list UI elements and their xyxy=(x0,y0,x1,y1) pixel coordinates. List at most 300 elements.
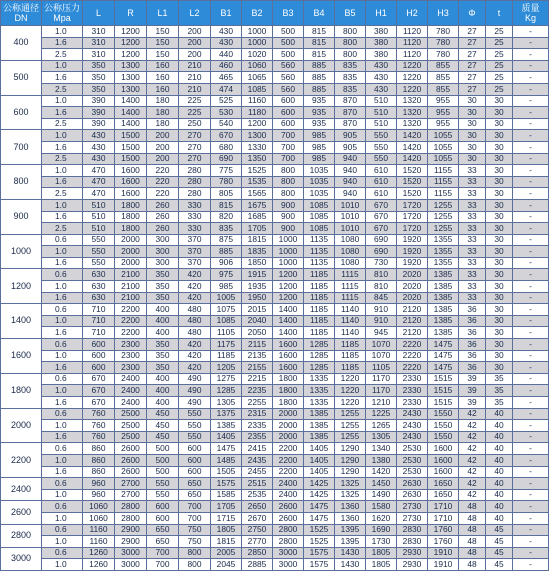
table-cell: 1515 xyxy=(428,373,459,385)
table-cell: 330 xyxy=(179,211,211,223)
table-cell: 1160 xyxy=(83,536,115,548)
table-cell: 1200 xyxy=(242,118,273,130)
table-cell: 2045 xyxy=(211,559,242,571)
table-cell: 1760 xyxy=(428,524,459,536)
table-cell: 610 xyxy=(366,165,397,177)
table-cell: 550 xyxy=(83,246,115,258)
table-cell: 690 xyxy=(366,234,397,246)
table-cell: 30 xyxy=(486,95,513,107)
table-cell: 430 xyxy=(83,153,115,165)
table-cell: 810 xyxy=(366,269,397,281)
table-cell: 420 xyxy=(179,292,211,304)
table-cell: 470 xyxy=(83,176,115,188)
table-cell: 1335 xyxy=(304,385,335,397)
table-cell: 1185 xyxy=(304,304,335,316)
table-cell: 220 xyxy=(147,165,179,177)
column-header xyxy=(459,1,486,26)
table-cell: 1330 xyxy=(242,141,273,153)
table-cell: 1710 xyxy=(428,512,459,524)
pressure-cell: 1.6 xyxy=(42,327,83,339)
pressure-cell: 1.0 xyxy=(42,454,83,466)
table-cell: 2930 xyxy=(397,559,428,571)
table-cell: 1505 xyxy=(211,466,242,478)
table-cell: 1085 xyxy=(304,211,335,223)
table-cell: 2000 xyxy=(273,420,304,432)
pressure-cell: 1.6 xyxy=(42,362,83,374)
column-header xyxy=(115,1,147,26)
column-header-label: Kg xyxy=(524,13,536,23)
table-header xyxy=(1,1,549,26)
table-cell: 30 xyxy=(486,107,513,119)
column-header-label: 公称压力 xyxy=(43,3,80,13)
table-cell: 39 xyxy=(459,385,486,397)
table-cell: - xyxy=(513,95,549,107)
pressure-cell: 1.0 xyxy=(42,95,83,107)
table-cell: 1200 xyxy=(115,37,147,49)
table-cell: 1010 xyxy=(335,211,366,223)
table-cell: 2500 xyxy=(115,420,147,432)
table-cell: 2005 xyxy=(211,547,242,559)
table-cell: - xyxy=(513,246,549,258)
table-cell: 270 xyxy=(179,141,211,153)
table-cell: 450 xyxy=(147,408,179,420)
table-cell: 760 xyxy=(83,420,115,432)
table-cell: 1060 xyxy=(242,60,273,72)
pressure-cell: 0.6 xyxy=(42,524,83,536)
table-cell: 945 xyxy=(366,327,397,339)
table-cell: 280 xyxy=(179,165,211,177)
table-cell: 1720 xyxy=(397,199,428,211)
table-cell: - xyxy=(513,223,549,235)
table-cell: 1185 xyxy=(304,269,335,281)
table-cell: 1220 xyxy=(335,397,366,409)
table-cell: 420 xyxy=(179,339,211,351)
table-cell: 2400 xyxy=(115,385,147,397)
table-cell: 1115 xyxy=(335,269,366,281)
table-cell: 1800 xyxy=(273,373,304,385)
table-cell: 3000 xyxy=(273,559,304,571)
table-cell: 1420 xyxy=(397,141,428,153)
table-cell: 900 xyxy=(273,199,304,211)
table-cell: 1385 xyxy=(428,304,459,316)
table-cell: 2000 xyxy=(115,246,147,258)
table-cell: 1255 xyxy=(428,223,459,235)
dn-cell: 1400 xyxy=(1,304,42,339)
table-cell: 1805 xyxy=(366,559,397,571)
table-cell: - xyxy=(513,118,549,130)
pressure-cell: 0.6 xyxy=(42,478,83,490)
table-cell: - xyxy=(513,26,549,38)
table-cell: - xyxy=(513,501,549,513)
table-cell: 2830 xyxy=(397,536,428,548)
table-cell: 1685 xyxy=(242,211,273,223)
pressure-cell: 1.6 xyxy=(42,141,83,153)
table-cell: 1395 xyxy=(335,524,366,536)
table-cell: 1135 xyxy=(304,246,335,258)
table-cell: 30 xyxy=(459,118,486,130)
table-cell: 310 xyxy=(83,49,115,61)
dn-cell: 1800 xyxy=(1,373,42,408)
table-cell: 700 xyxy=(147,559,179,571)
table-cell: 1055 xyxy=(428,130,459,142)
table-cell: 1515 xyxy=(428,385,459,397)
table-cell: 1335 xyxy=(304,373,335,385)
table-cell: 500 xyxy=(147,454,179,466)
table-cell: 1000 xyxy=(273,234,304,246)
table-cell: 870 xyxy=(335,107,366,119)
table-cell: 450 xyxy=(147,431,179,443)
table-cell: 2135 xyxy=(242,350,273,362)
pressure-cell: 0.6 xyxy=(42,339,83,351)
table-cell: 940 xyxy=(335,165,366,177)
table-cell: 2700 xyxy=(115,478,147,490)
table-cell: 550 xyxy=(179,431,211,443)
table-row xyxy=(1,130,549,142)
table-cell: 700 xyxy=(147,547,179,559)
table-cell: 2330 xyxy=(397,373,428,385)
table-cell: 760 xyxy=(83,431,115,443)
dn-cell: 900 xyxy=(1,199,42,234)
table-cell: 1220 xyxy=(335,385,366,397)
pressure-cell: 1.6 xyxy=(42,466,83,478)
table-cell: 1805 xyxy=(366,547,397,559)
table-cell: - xyxy=(513,443,549,455)
table-cell: 48 xyxy=(459,524,486,536)
table-cell: - xyxy=(513,176,549,188)
table-cell: 500 xyxy=(273,26,304,38)
table-row xyxy=(1,37,549,49)
table-cell: 2500 xyxy=(115,408,147,420)
table-cell: 760 xyxy=(83,408,115,420)
table-cell: 30 xyxy=(486,350,513,362)
table-cell: 550 xyxy=(83,257,115,269)
table-cell: 1000 xyxy=(273,246,304,258)
table-cell: 25 xyxy=(486,26,513,38)
table-cell: 350 xyxy=(147,350,179,362)
table-cell: 30 xyxy=(486,118,513,130)
table-cell: 885 xyxy=(211,246,242,258)
table-row xyxy=(1,26,549,38)
table-cell: 1135 xyxy=(304,257,335,269)
table-cell: 2800 xyxy=(273,536,304,548)
table-cell: 1600 xyxy=(428,443,459,455)
table-row xyxy=(1,466,549,478)
table-cell: 855 xyxy=(428,60,459,72)
table-row xyxy=(1,292,549,304)
dn-cell: 1000 xyxy=(1,234,42,269)
table-cell: 2255 xyxy=(242,397,273,409)
table-cell: 25 xyxy=(486,72,513,84)
table-cell: 1355 xyxy=(428,246,459,258)
table-cell: 430 xyxy=(211,26,242,38)
pressure-cell: 1.6 xyxy=(42,257,83,269)
table-cell: 40 xyxy=(486,501,513,513)
table-cell: 1385 xyxy=(304,420,335,432)
table-cell: - xyxy=(513,339,549,351)
table-cell: 1375 xyxy=(211,408,242,420)
table-cell: 1060 xyxy=(83,512,115,524)
table-cell: 900 xyxy=(273,211,304,223)
table-cell: 975 xyxy=(211,269,242,281)
table-cell: 1400 xyxy=(273,304,304,316)
table-cell: 560 xyxy=(273,72,304,84)
table-cell: 1120 xyxy=(397,26,428,38)
table-cell: 1920 xyxy=(397,234,428,246)
table-cell: 955 xyxy=(428,118,459,130)
table-cell: 210 xyxy=(179,83,211,95)
table-cell: 1220 xyxy=(335,373,366,385)
table-cell: 1400 xyxy=(115,118,147,130)
dn-cell: 400 xyxy=(1,26,42,61)
table-cell: 2000 xyxy=(273,408,304,420)
table-cell: 1080 xyxy=(335,234,366,246)
table-cell: 40 xyxy=(486,408,513,420)
table-cell: 1395 xyxy=(335,536,366,548)
column-header xyxy=(42,1,83,26)
table-cell: 1935 xyxy=(242,281,273,293)
table-cell: 36 xyxy=(459,339,486,351)
table-cell: 600 xyxy=(83,339,115,351)
column-header xyxy=(335,1,366,26)
table-cell: 1255 xyxy=(335,408,366,420)
table-cell: 600 xyxy=(179,443,211,455)
table-cell: 350 xyxy=(147,269,179,281)
pressure-cell: 2.5 xyxy=(42,223,83,235)
table-cell: 1180 xyxy=(242,107,273,119)
dn-cell: 600 xyxy=(1,95,42,130)
table-cell: 905 xyxy=(335,141,366,153)
table-cell: 1020 xyxy=(242,49,273,61)
table-cell: 1475 xyxy=(304,512,335,524)
table-cell: 260 xyxy=(147,211,179,223)
pressure-cell: 0.6 xyxy=(42,408,83,420)
table-cell: 2900 xyxy=(115,524,147,536)
table-cell: 1380 xyxy=(366,454,397,466)
table-cell: 1305 xyxy=(366,431,397,443)
table-cell: 2530 xyxy=(397,454,428,466)
pressure-cell: 1.6 xyxy=(42,37,83,49)
table-cell: 30 xyxy=(486,246,513,258)
column-header-label: Mpa xyxy=(53,13,71,23)
table-cell: 1320 xyxy=(397,107,428,119)
table-row xyxy=(1,385,549,397)
table-cell: 670 xyxy=(366,199,397,211)
table-cell: 1255 xyxy=(428,199,459,211)
table-row xyxy=(1,49,549,61)
pressure-cell: 0.6 xyxy=(42,373,83,385)
table-cell: 1220 xyxy=(397,60,428,72)
table-cell: 36 xyxy=(459,350,486,362)
table-cell: 33 xyxy=(459,188,486,200)
table-cell: 1475 xyxy=(304,501,335,513)
table-cell: 2455 xyxy=(242,466,273,478)
table-row xyxy=(1,397,549,409)
table-cell: 2220 xyxy=(397,350,428,362)
table-cell: 33 xyxy=(459,176,486,188)
table-row xyxy=(1,420,549,432)
table-cell: 2200 xyxy=(273,466,304,478)
table-row xyxy=(1,512,549,524)
table-cell: 48 xyxy=(459,512,486,524)
table-cell: 1385 xyxy=(428,292,459,304)
table-cell: 1720 xyxy=(397,223,428,235)
pressure-cell: 1.0 xyxy=(42,489,83,501)
table-cell: 260 xyxy=(147,223,179,235)
table-cell: 1580 xyxy=(366,501,397,513)
table-row xyxy=(1,95,549,107)
pressure-cell: 1.0 xyxy=(42,350,83,362)
table-cell: - xyxy=(513,350,549,362)
table-cell: 2600 xyxy=(273,501,304,513)
column-header-label: L2 xyxy=(189,8,200,18)
table-cell: 500 xyxy=(147,443,179,455)
table-cell: 2535 xyxy=(242,489,273,501)
table-row xyxy=(1,408,549,420)
table-cell: 270 xyxy=(179,153,211,165)
table-cell: 490 xyxy=(179,385,211,397)
table-cell: 2115 xyxy=(242,339,273,351)
table-cell: 450 xyxy=(147,420,179,432)
table-cell: 1385 xyxy=(304,408,335,420)
table-cell: 2415 xyxy=(242,443,273,455)
table-row xyxy=(1,362,549,374)
table-cell: 1585 xyxy=(211,489,242,501)
table-cell: 1450 xyxy=(366,478,397,490)
table-cell: 1035 xyxy=(304,165,335,177)
table-cell: 400 xyxy=(147,327,179,339)
table-cell: 180 xyxy=(147,95,179,107)
table-cell: 45 xyxy=(486,547,513,559)
table-cell: 1800 xyxy=(115,223,147,235)
table-cell: 1225 xyxy=(366,408,397,420)
table-cell: 30 xyxy=(459,153,486,165)
table-cell: 200 xyxy=(147,130,179,142)
table-cell: 430 xyxy=(83,141,115,153)
table-cell: 2335 xyxy=(242,420,273,432)
pressure-cell: 2.5 xyxy=(42,118,83,130)
table-cell: 510 xyxy=(366,95,397,107)
table-cell: 1000 xyxy=(242,26,273,38)
table-cell: 440 xyxy=(211,49,242,61)
table-cell: 835 xyxy=(335,60,366,72)
table-cell: 350 xyxy=(147,281,179,293)
table-cell: 150 xyxy=(147,37,179,49)
table-cell: 30 xyxy=(486,141,513,153)
table-cell: 380 xyxy=(366,49,397,61)
table-cell: 42 xyxy=(459,478,486,490)
table-cell: 1815 xyxy=(211,536,242,548)
table-cell: 36 xyxy=(459,327,486,339)
table-cell: 985 xyxy=(211,281,242,293)
table-cell: 710 xyxy=(83,304,115,316)
table-cell: 1920 xyxy=(397,257,428,269)
table-cell: 750 xyxy=(179,536,211,548)
table-cell: 530 xyxy=(211,107,242,119)
table-cell: 1720 xyxy=(397,211,428,223)
table-cell: 30 xyxy=(486,339,513,351)
table-cell: 2235 xyxy=(242,385,273,397)
table-cell: 860 xyxy=(83,454,115,466)
table-cell: 1565 xyxy=(242,188,273,200)
table-cell: 1305 xyxy=(211,397,242,409)
table-cell: 30 xyxy=(459,130,486,142)
table-cell: 1805 xyxy=(211,524,242,536)
table-cell: 1200 xyxy=(273,281,304,293)
table-row xyxy=(1,107,549,119)
table-cell: 1170 xyxy=(366,385,397,397)
table-cell: 1200 xyxy=(115,49,147,61)
table-cell: 300 xyxy=(147,246,179,258)
table-cell: 1285 xyxy=(211,385,242,397)
pressure-cell: 0.6 xyxy=(42,304,83,316)
table-cell: 1600 xyxy=(115,165,147,177)
table-cell: 710 xyxy=(83,327,115,339)
table-cell: 42 xyxy=(459,431,486,443)
table-cell: 280 xyxy=(179,176,211,188)
table-cell: - xyxy=(513,199,549,211)
table-cell: - xyxy=(513,83,549,95)
pressure-cell: 1.0 xyxy=(42,512,83,524)
table-cell: 400 xyxy=(147,397,179,409)
table-cell: 1550 xyxy=(428,408,459,420)
table-cell: 2400 xyxy=(273,489,304,501)
table-cell: 35 xyxy=(486,397,513,409)
table-cell: 1920 xyxy=(397,246,428,258)
table-cell: 1350 xyxy=(242,153,273,165)
table-cell: 800 xyxy=(335,26,366,38)
table-cell: 180 xyxy=(147,118,179,130)
table-cell: 1430 xyxy=(335,559,366,571)
table-cell: 906 xyxy=(211,257,242,269)
table-cell: 330 xyxy=(179,223,211,235)
table-cell: 2930 xyxy=(397,547,428,559)
table-cell: 2730 xyxy=(397,512,428,524)
table-cell: 960 xyxy=(83,478,115,490)
table-cell: 2200 xyxy=(273,454,304,466)
table-cell: 33 xyxy=(459,281,486,293)
table-cell: 30 xyxy=(486,165,513,177)
pressure-cell: 1.0 xyxy=(42,26,83,38)
table-cell: - xyxy=(513,373,549,385)
dn-cell: 1600 xyxy=(1,339,42,374)
table-cell: 1210 xyxy=(366,397,397,409)
column-header-label: B3 xyxy=(282,8,294,18)
table-cell: 1850 xyxy=(242,257,273,269)
table-cell: 1275 xyxy=(211,373,242,385)
table-cell: - xyxy=(513,49,549,61)
table-cell: - xyxy=(513,454,549,466)
table-cell: 1385 xyxy=(428,327,459,339)
table-cell: 1035 xyxy=(304,176,335,188)
table-cell: 815 xyxy=(304,37,335,49)
table-cell: 1400 xyxy=(115,107,147,119)
table-cell: - xyxy=(513,489,549,501)
table-cell: 200 xyxy=(179,26,211,38)
table-cell: 650 xyxy=(179,489,211,501)
column-header-label: H2 xyxy=(406,8,418,18)
table-cell: 430 xyxy=(366,83,397,95)
table-cell: 690 xyxy=(366,246,397,258)
table-cell: - xyxy=(513,524,549,536)
table-cell: 670 xyxy=(83,385,115,397)
table-cell: 200 xyxy=(179,37,211,49)
table-cell: 45 xyxy=(486,536,513,548)
column-header xyxy=(1,1,42,26)
table-cell: 670 xyxy=(211,130,242,142)
table-cell: 350 xyxy=(147,292,179,304)
column-header-label: B4 xyxy=(313,8,325,18)
table-cell: 2040 xyxy=(242,315,273,327)
